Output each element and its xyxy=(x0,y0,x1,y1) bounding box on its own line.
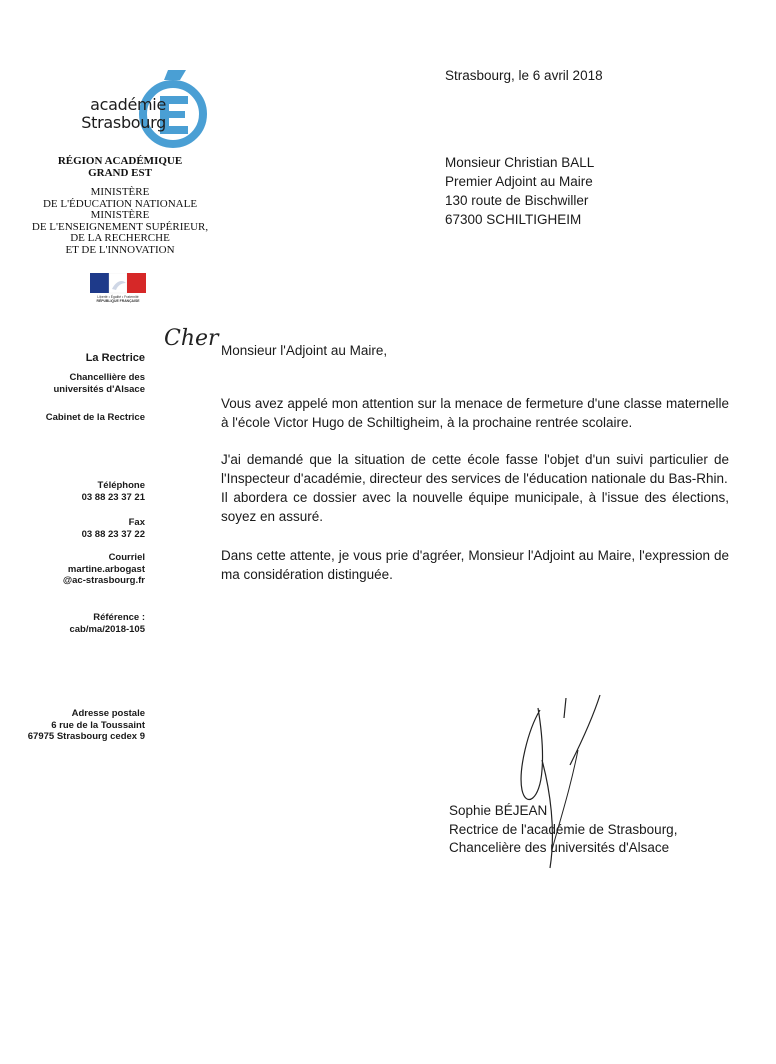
flag-republic: RÉPUBLIQUE FRANÇAISE xyxy=(96,299,140,303)
paragraph-2: J'ai demandé que la situation de cette école fasse l'objet d'un suivi particulier de l'Inspecteur d'académie, directeur des services de l'éducation nationale du Bas-Rhin. xyxy=(221,452,729,486)
address-label: Adresse postale xyxy=(71,708,145,719)
flag-caption xyxy=(90,295,146,303)
email-label: Courriel xyxy=(108,552,145,563)
recipient-street: 130 route de Bischwiller xyxy=(445,193,589,208)
ministere-2-line-4: ET DE L'INNOVATION xyxy=(65,243,175,256)
fax-label: Fax xyxy=(128,517,145,528)
region-line-1: RÉGION ACADÉMIQUE xyxy=(57,155,183,167)
paragraph-4: Dans cette attente, je vous prie d'agréer, Monsieur l'Adjoint au Maire, l'expression de ma considération distinguée. xyxy=(221,548,729,582)
academie-logo xyxy=(68,66,218,156)
email-line-2: @ac-strasbourg.fr xyxy=(62,575,145,586)
republique-francaise-logo xyxy=(90,273,146,307)
region-line-2: GRAND EST xyxy=(88,166,152,179)
logo-line-2: Strasbourg xyxy=(81,113,166,132)
ministere-2-line-2: DE L'ENSEIGNEMENT SUPÉRIEUR, xyxy=(31,220,209,233)
recipient-name: Monsieur Christian BALL xyxy=(445,155,595,170)
french-flag-icon xyxy=(90,273,146,295)
logo-wordmark xyxy=(80,96,166,132)
sender-title: La Rectrice xyxy=(85,352,145,364)
ministere-2-line-1: MINISTÈRE xyxy=(90,209,150,221)
signature-title-2: Chancelière des universités d'Alsace xyxy=(449,840,670,855)
reference-block xyxy=(69,612,145,635)
sender-subtitle-line-1: Chancellière des xyxy=(69,372,145,383)
ministere-1-line-1: MINISTÈRE xyxy=(90,186,150,198)
signature-name: Sophie BÉJEAN xyxy=(449,803,548,818)
fax-block xyxy=(82,517,145,540)
letter-date: Strasbourg, le 6 avril 2018 xyxy=(445,68,603,83)
address-line-1: 6 rue de la Toussaint xyxy=(51,719,145,731)
address-block xyxy=(28,708,145,743)
phone-label: Téléphone xyxy=(97,480,145,491)
ministry-block xyxy=(20,156,220,256)
sender-subtitle-line-2: universités d'Alsace xyxy=(53,383,145,395)
ministere-1-line-2: DE L'ÉDUCATION NATIONALE xyxy=(42,197,198,210)
address-line-2: 67975 Strasbourg cedex 9 xyxy=(27,731,145,742)
sender-subtitle xyxy=(54,372,146,395)
cabinet-label: Cabinet de la Rectrice xyxy=(45,412,145,423)
phone-value: 03 88 23 37 21 xyxy=(81,491,145,503)
logo-line-1: académie xyxy=(90,95,166,114)
signature-title: Rectrice de l'académie de Strasbourg, xyxy=(449,821,678,837)
signature-block xyxy=(449,802,677,858)
handwritten-salutation: Cher xyxy=(164,326,219,351)
recipient-role: Premier Adjoint au Maire xyxy=(445,174,593,189)
email-line-1: martine.arbogast xyxy=(67,563,145,575)
salutation: Monsieur l'Adjoint au Maire, xyxy=(221,343,388,358)
paragraph-3: Il abordera ce dossier avec la nouvelle équipe municipale, à l'issue des élections, soyez en assuré. xyxy=(221,490,729,524)
flag-motto: Liberté • Égalité • Fraternité xyxy=(97,295,139,299)
email-block xyxy=(63,552,145,587)
paragraph-1: Vous avez appelé mon attention sur la menace de fermeture d'une classe maternelle à l'école Victor Hugo de Schiltigheim, à la prochaine rentrée scolaire. xyxy=(221,396,729,430)
fax-value: 03 88 23 37 22 xyxy=(81,528,145,540)
phone-block xyxy=(82,480,145,503)
reference-label: Référence : xyxy=(93,612,145,623)
reference-value: cab/ma/2018-105 xyxy=(69,623,145,635)
recipient-city: 67300 SCHILTIGHEIM xyxy=(445,212,582,227)
ministere-2-line-3: DE LA RECHERCHE xyxy=(70,232,170,244)
recipient-address xyxy=(445,153,594,229)
